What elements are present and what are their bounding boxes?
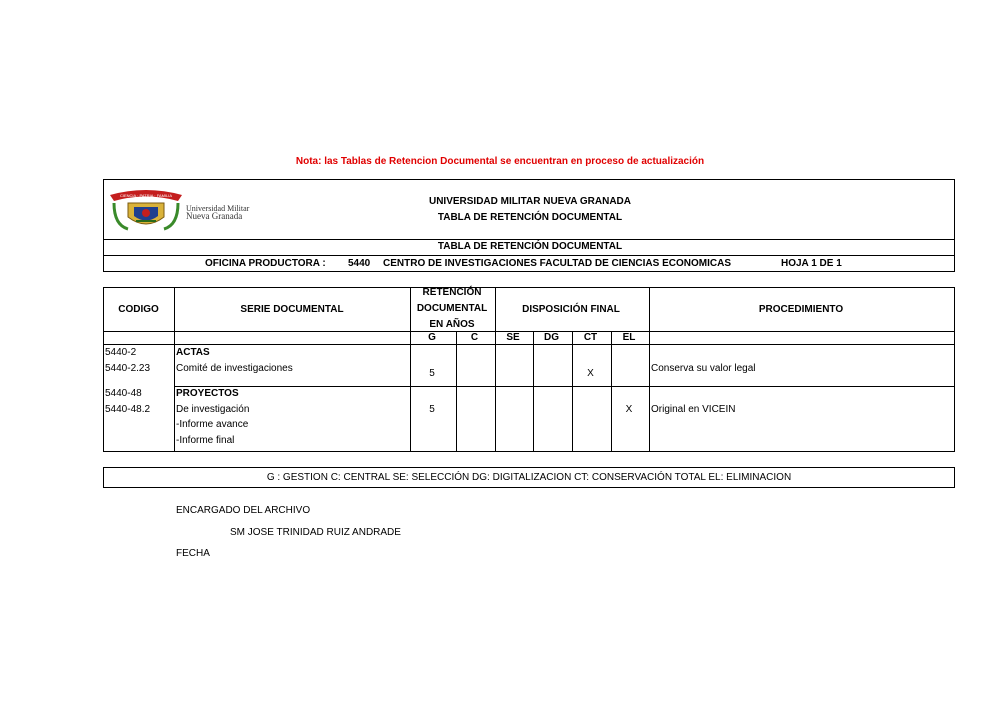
office-name: CENTRO DE INVESTIGACIONES FACULTAD DE CIENCIAS ECONOMICAS [383, 258, 731, 269]
row-4-g: 5 [429, 404, 435, 415]
sub-g: G [428, 332, 436, 343]
col-retencion-2: DOCUMENTAL [416, 303, 488, 314]
row-4-serie: De investigación [176, 404, 250, 415]
university-logo [106, 185, 186, 235]
sheet-number: HOJA 1 DE 1 [781, 258, 842, 269]
col-disposicion: DISPOSICIÓN FINAL [522, 304, 620, 315]
row-3-serie: PROYECTOS [176, 388, 239, 399]
logo-text-1: Universidad Militar [186, 204, 250, 213]
archive-manager-label: ENCARGADO DEL ARCHIVO [176, 505, 311, 516]
col-serie: SERIE DOCUMENTAL [240, 304, 344, 315]
row-2-codigo: 5440-2.23 [105, 363, 151, 374]
row-5-serie: -Informe avance [176, 419, 249, 430]
row-2-g: 5 [429, 368, 435, 379]
row-1-serie: ACTAS [176, 347, 210, 358]
col-codigo: CODIGO [118, 304, 159, 315]
col-retencion-3: EN AÑOS [429, 319, 475, 330]
sub-dg: DG [544, 332, 559, 343]
col-retencion-1: RETENCIÓN [422, 287, 482, 298]
sub-c: C [470, 332, 479, 343]
row-2-procedimiento: Conserva su valor legal [651, 363, 756, 374]
row-4-el: X [625, 404, 633, 415]
date-label: FECHA [176, 548, 210, 559]
row-4-procedimiento: Original en VICEIN [651, 404, 736, 415]
col-procedimiento: PROCEDIMIENTO [758, 304, 844, 315]
office-section-title: TABLA DE RETENCIÓN DOCUMENTAL [437, 241, 623, 252]
office-code: 5440 [348, 258, 371, 269]
logo-ribbon-text: CIENCIA · PATRIA · FAMILIA [119, 193, 173, 198]
sub-el: EL [622, 332, 636, 343]
row-2-serie: Comité de investigaciones [176, 363, 293, 374]
row-1-codigo: 5440-2 [105, 347, 137, 358]
row-4-codigo: 5440-48.2 [105, 404, 151, 415]
legend-text: G : GESTION C: CENTRAL SE: SELECCIÓN DG: DIGITALIZACION CT: CONSERVACIÓN TOTAL EL: ELIMINACION [266, 472, 792, 483]
row-6-serie: -Informe final [176, 435, 235, 446]
logo-text-2: Nueva Granada [186, 211, 243, 221]
update-note: Nota: las Tablas de Retencion Documental se encuentran en proceso de actualización [295, 156, 705, 167]
row-3-codigo: 5440-48 [105, 388, 142, 399]
document-title: TABLA DE RETENCIÓN DOCUMENTAL [437, 212, 623, 223]
sub-ct: CT [583, 332, 598, 343]
university-title: UNIVERSIDAD MILITAR NUEVA GRANADA [428, 196, 632, 207]
row-2-ct: X [587, 368, 594, 379]
archive-manager-name: SM JOSE TRINIDAD RUIZ ANDRADE [230, 527, 401, 538]
office-label: OFICINA PRODUCTORA : [205, 258, 326, 269]
sub-se: SE [506, 332, 520, 343]
